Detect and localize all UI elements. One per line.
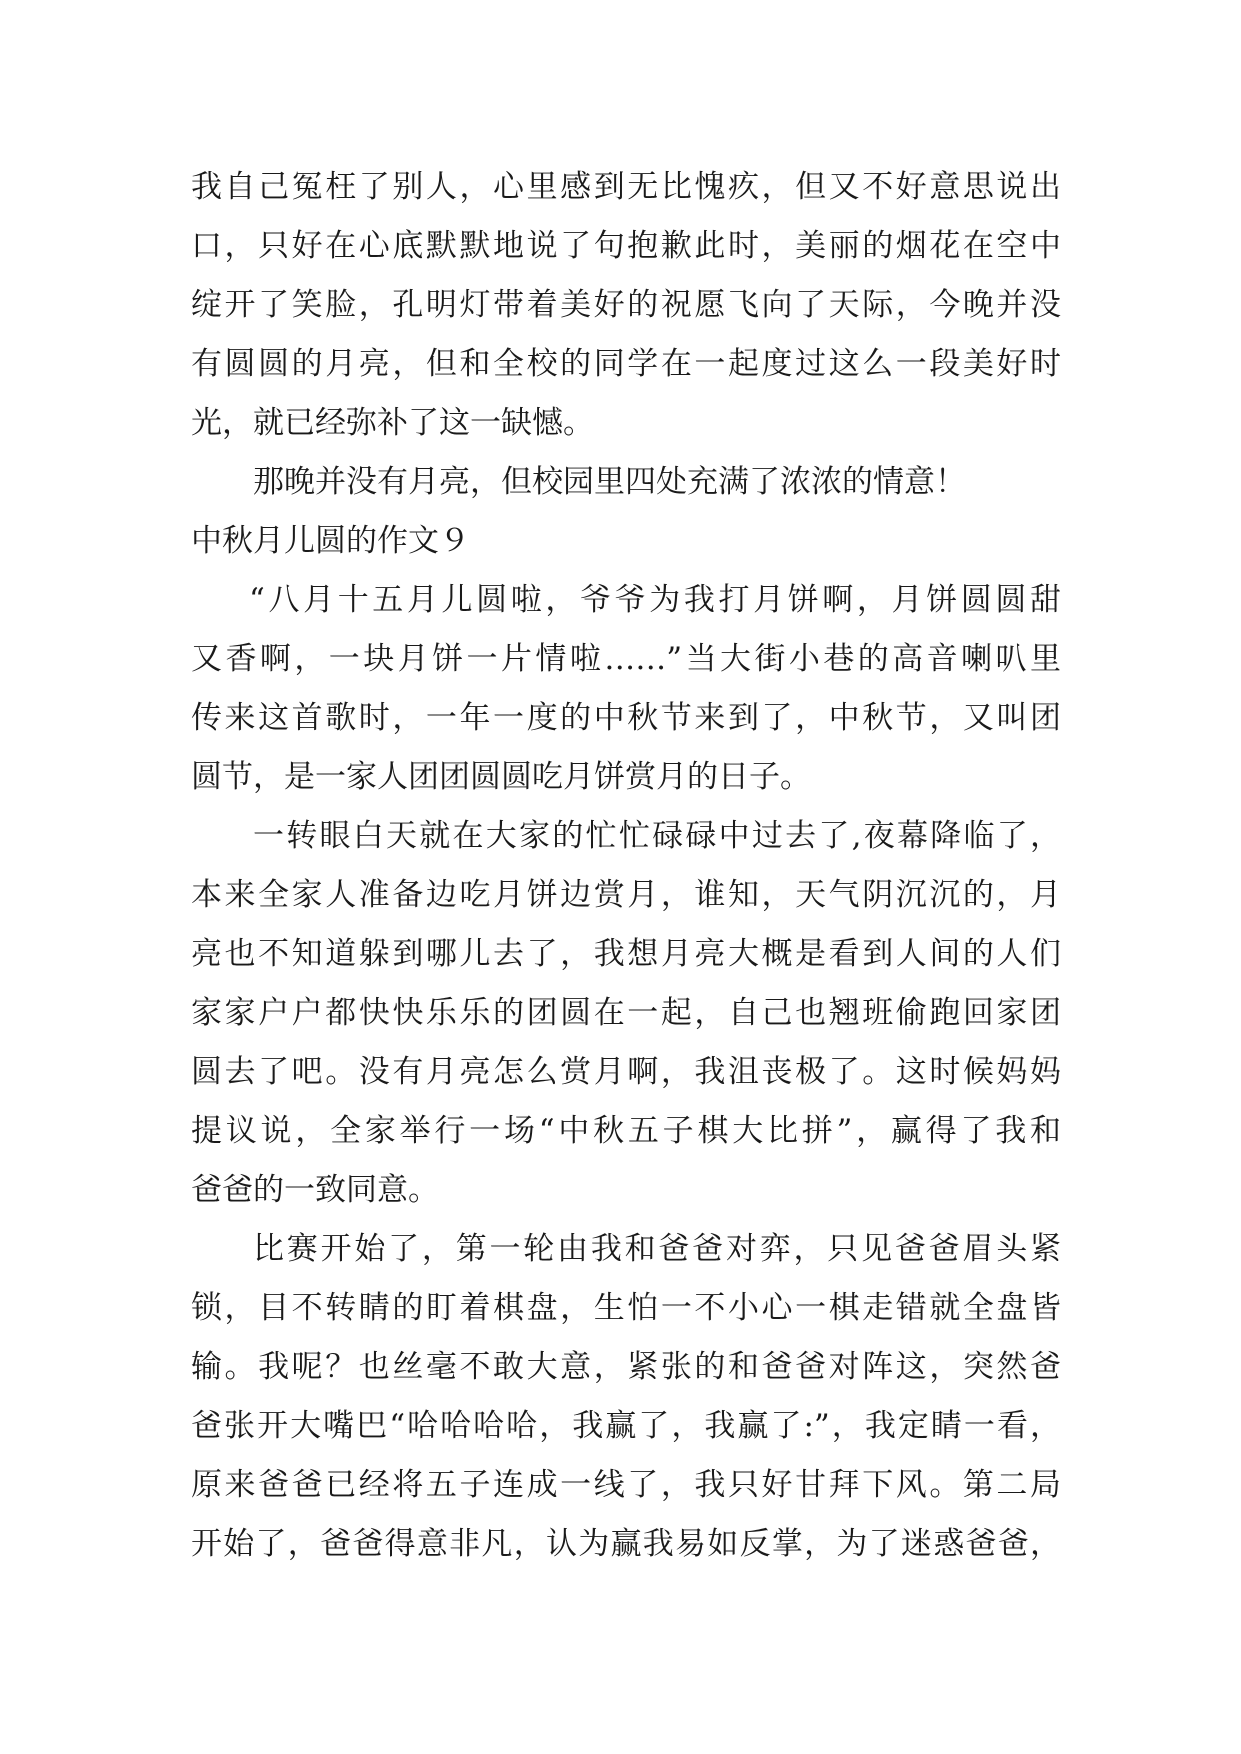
paragraph	[191, 158, 1061, 453]
text-line: 传来这首歌时，一年一度的中秋节来到了，中秋节，又叫团	[191, 700, 1061, 736]
document-body	[191, 158, 1061, 1574]
text-line: 开始了，爸爸得意非凡，认为赢我易如反掌，为了迷惑爸爸，	[191, 1526, 1061, 1562]
text-line: 我自己冤枉了别人，心里感到无比愧疚，但又不好意思说出	[191, 169, 1061, 205]
text-line: 锁，目不转睛的盯着棋盘，生怕一不小心一棋走错就全盘皆	[191, 1290, 1061, 1326]
paragraph	[191, 1220, 1061, 1574]
essay-title: 中秋月儿圆的作文９	[191, 523, 470, 559]
text-line: 家家户户都快快乐乐的团圆在一起，自己也翘班偷跑回家团	[191, 995, 1061, 1031]
text-line: 绽开了笑脸，孔明灯带着美好的祝愿飞向了天际，今晚并没	[191, 287, 1061, 323]
text-line: 那晚并没有月亮，但校园里四处充满了浓浓的情意！	[253, 464, 966, 500]
text-line: 本来全家人准备边吃月饼边赏月，谁知，天气阴沉沉的，月	[191, 877, 1061, 913]
text-line: 比赛开始了，第一轮由我和爸爸对弈，只见爸爸眉头紧	[253, 1231, 1061, 1267]
text-line: 有圆圆的月亮，但和全校的同学在一起度过这么一段美好时	[191, 346, 1061, 382]
text-line: 亮也不知道躲到哪儿去了，我想月亮大概是看到人间的人们	[191, 936, 1061, 972]
paragraph	[191, 453, 1061, 512]
paragraph	[191, 571, 1061, 807]
text-line: 又香啊，一块月饼一片情啦……”当大街小巷的高音喇叭里	[191, 641, 1061, 677]
text-line: 输。我呢？也丝毫不敢大意，紧张的和爸爸对阵这，突然爸	[191, 1349, 1061, 1385]
paragraph	[191, 807, 1061, 1220]
text-line: 一转眼白天就在大家的忙忙碌碌中过去了,夜幕降临了，	[253, 818, 1061, 854]
text-line: 原来爸爸已经将五子连成一线了，我只好甘拜下风。第二局	[191, 1467, 1061, 1503]
text-line: 口，只好在心底默默地说了句抱歉此时，美丽的烟花在空中	[191, 228, 1061, 264]
text-line: 圆节，是一家人团团圆圆吃月饼赏月的日子。	[191, 759, 811, 795]
text-line: “八月十五月儿圆啦，爷爷为我打月饼啊，月饼圆圆甜	[249, 582, 1061, 618]
text-line: 爸爸的一致同意。	[191, 1172, 439, 1208]
text-line: 提议说，全家举行一场“中秋五子棋大比拼”，赢得了我和	[191, 1113, 1061, 1149]
text-line: 圆去了吧。没有月亮怎么赏月啊，我沮丧极了。这时候妈妈	[191, 1054, 1061, 1090]
text-line: 光，就已经弥补了这一缺憾。	[191, 405, 594, 441]
text-line: 爸张开大嘴巴“哈哈哈哈，我赢了，我赢了:”，我定睛一看，	[191, 1408, 1061, 1444]
